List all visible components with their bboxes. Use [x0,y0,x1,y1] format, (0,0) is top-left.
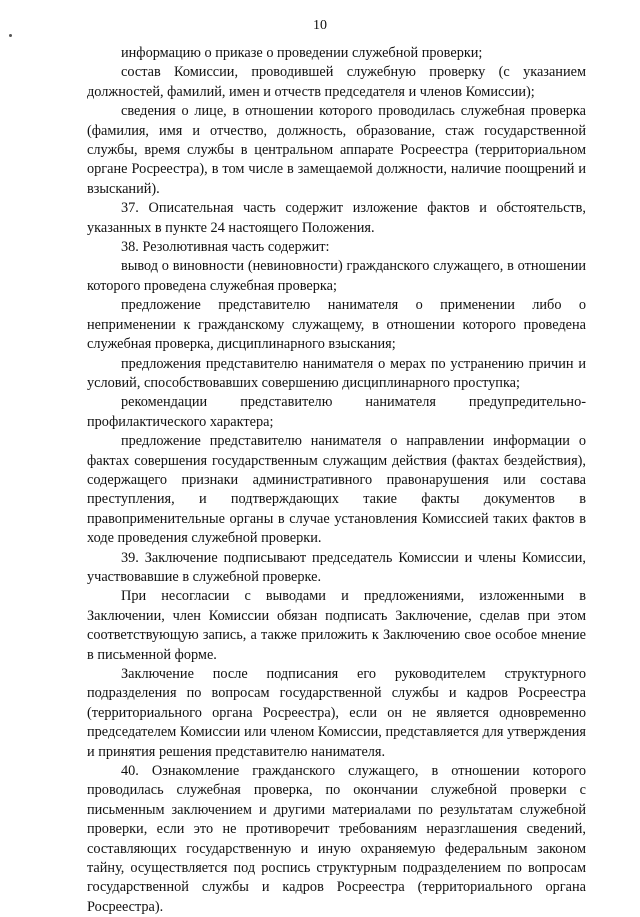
paragraph-item-40: 40. Ознакомление гражданского служащего, в отношении которого проводилась служебная проверка, по окончании служебной проверки с письменным заключением и другими материалами по результатам служебной проверки, если это не противоречит требованиям неразглашения сведений, составляющих государственную и иную охраняемую федеральным законом тайну, осуществляется под роспись структурным подразделением по вопросам государственной службы и кадров Росреестра (территориального органа Росреестра). [87,763,586,915]
document-body [87,44,586,917]
paragraph-commission-composition: состав Комиссии, проводившей служебную проверку (с указанием должностей, фамилий, имен и отчеств председателя и членов Комиссии); [87,64,586,100]
paragraph-preventive-recommendations: рекомендации представителю нанимателя предупредительно-профилактического характера; [87,394,586,430]
paragraph-person-details: сведения о лице, в отношении которого проводилась служебная проверка (фамилия, имя и отчество, должность, образование, стаж государственной службы, время службы в центральном аппарате Росреестра (территориальном органе Росреестра), в том числе в замещаемой должности, наличие поощрений и взысканий). [87,103,586,197]
paragraph-item-38: 38. Резолютивная часть содержит: [121,239,330,256]
scan-speck [9,34,12,37]
page-number: 10 [313,18,327,33]
paragraph-cause-elimination: предложения представителю нанимателя о мерах по устранению причин и условий, способствовавших совершению дисциплинарного проступка; [87,355,586,391]
paragraph-approval: Заключение после подписания его руководителем структурного подразделения по вопросам государственной службы и кадров Росреестра (территориального органа Росреестра), если он не является одновременно председателем Комиссии или членом Комиссии, представляется для утверждения и принятия решения представителю нанимателя. [87,666,586,760]
paragraph-information-referral: предложение представителю нанимателя о направлении информации о фактах совершения государственным служащим действия (фактах бездействия), содержащего признаки административного правонарушения или состава преступления, и подтверждающих такие факты документов в правоприменительные органы в случае установления Комиссией таких фактов в ходе проведения служебной проверки. [87,433,586,547]
paragraph-guilt-conclusion: вывод о виновности (невиновности) гражданского служащего, в отношении которого проведена служебная проверка; [87,258,586,294]
paragraph-penalty-proposal: предложение представителю нанимателя о применении либо о неприменении к гражданскому служащему, в отношении которого проведена служебная проверка, дисциплинарного взыскания; [87,297,586,353]
paragraph-item-37: 37. Описательная часть содержит изложение фактов и обстоятельств, указанных в пункте 24 настоящего Положения. [87,200,586,236]
paragraph-order-info: информацию о приказе о проведении служебной проверки; [121,45,483,61]
paragraph-item-39: 39. Заключение подписывают председатель Комиссии и члены Комиссии, участвовавшие в служебной проверке. [87,549,586,585]
paragraph-disagreement: При несогласии с выводами и предложениями, изложенными в Заключении, член Комиссии обязан подписать Заключение, сделав при этом соответствующую запись, а также приложить к Заключению свое особое мнение в письменной форме. [87,588,586,663]
